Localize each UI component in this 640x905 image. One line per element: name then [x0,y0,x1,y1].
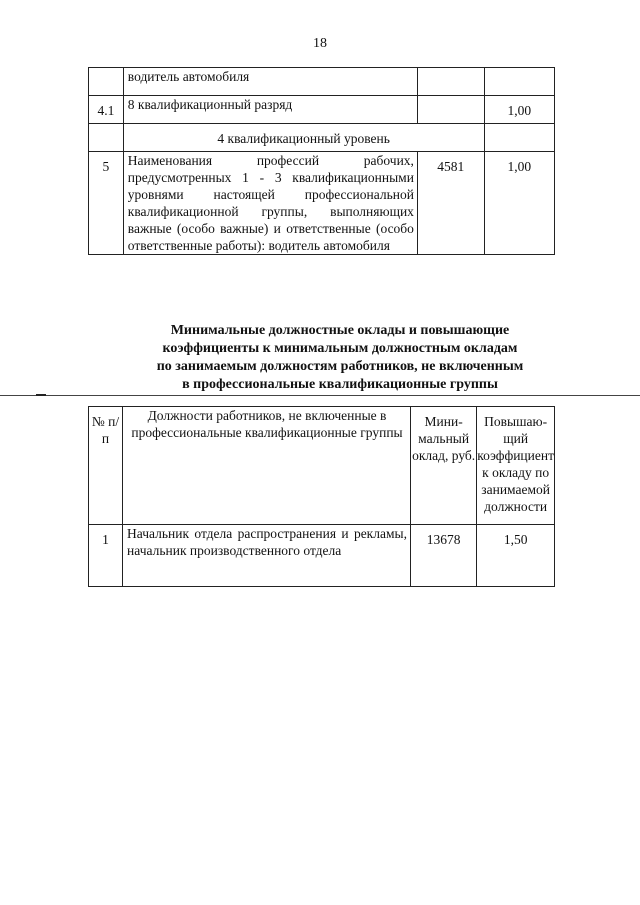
heading-line: в профессиональные квалификационные группы [182,376,498,396]
table-header-row [89,407,555,525]
section-heading [0,322,640,396]
positions-table [88,406,555,587]
position-name: водитель автомобиля [123,68,417,96]
coefficient-cell [484,68,555,96]
empty-cell [484,124,555,152]
row-number: 1 [89,525,123,587]
coefficient-cell: 1,50 [477,525,555,587]
position-name: 8 квалификационный разряд [123,96,417,124]
empty-cell [89,124,124,152]
salary-cell [417,96,484,124]
table-row [89,96,555,124]
position-name: Наименования профессий рабочих, предусмотренных 1 - 3 квалификационными уровнями настоящей профессиональной квалификационной группы, выполняющих важные (особо важные) и ответственные (особо ответственные работы): водитель автомобиля [123,152,417,255]
salary-cell: 4581 [417,152,484,255]
scan-mark [36,394,46,396]
position-name: Начальник отдела распространения и рекламы, начальник производственного отдела [123,525,411,587]
level-header: 4 квалификационный уровень [123,124,484,152]
heading-line: коэффициенты к минимальным должностным окладам [162,341,518,356]
coefficient-cell: 1,00 [484,96,555,124]
row-number: 5 [89,152,124,255]
heading-line: по занимаемым должностям работников, не включенным [156,359,524,374]
salary-cell: 13678 [410,525,476,587]
table-row [89,68,555,96]
qualification-table [88,67,555,255]
heading-line: Минимальные должностные оклады и повышающие [170,323,510,338]
table-row [89,525,555,587]
header-position: Должности работников, не включенные в профессиональные квалификационные группы [123,407,411,525]
page-number: 18 [313,36,327,51]
salary-cell [417,68,484,96]
row-number [89,68,124,96]
row-number: 4.1 [89,96,124,124]
table-row [89,152,555,255]
header-number: № п/п [89,407,123,525]
divider-line [0,395,640,396]
coefficient-cell: 1,00 [484,152,555,255]
header-coefficient: Повышаю-щий коэффициент к окладу по занимаемой должности [477,407,555,525]
header-salary: Мини-мальный оклад, руб. [410,407,476,525]
table-row [89,124,555,152]
